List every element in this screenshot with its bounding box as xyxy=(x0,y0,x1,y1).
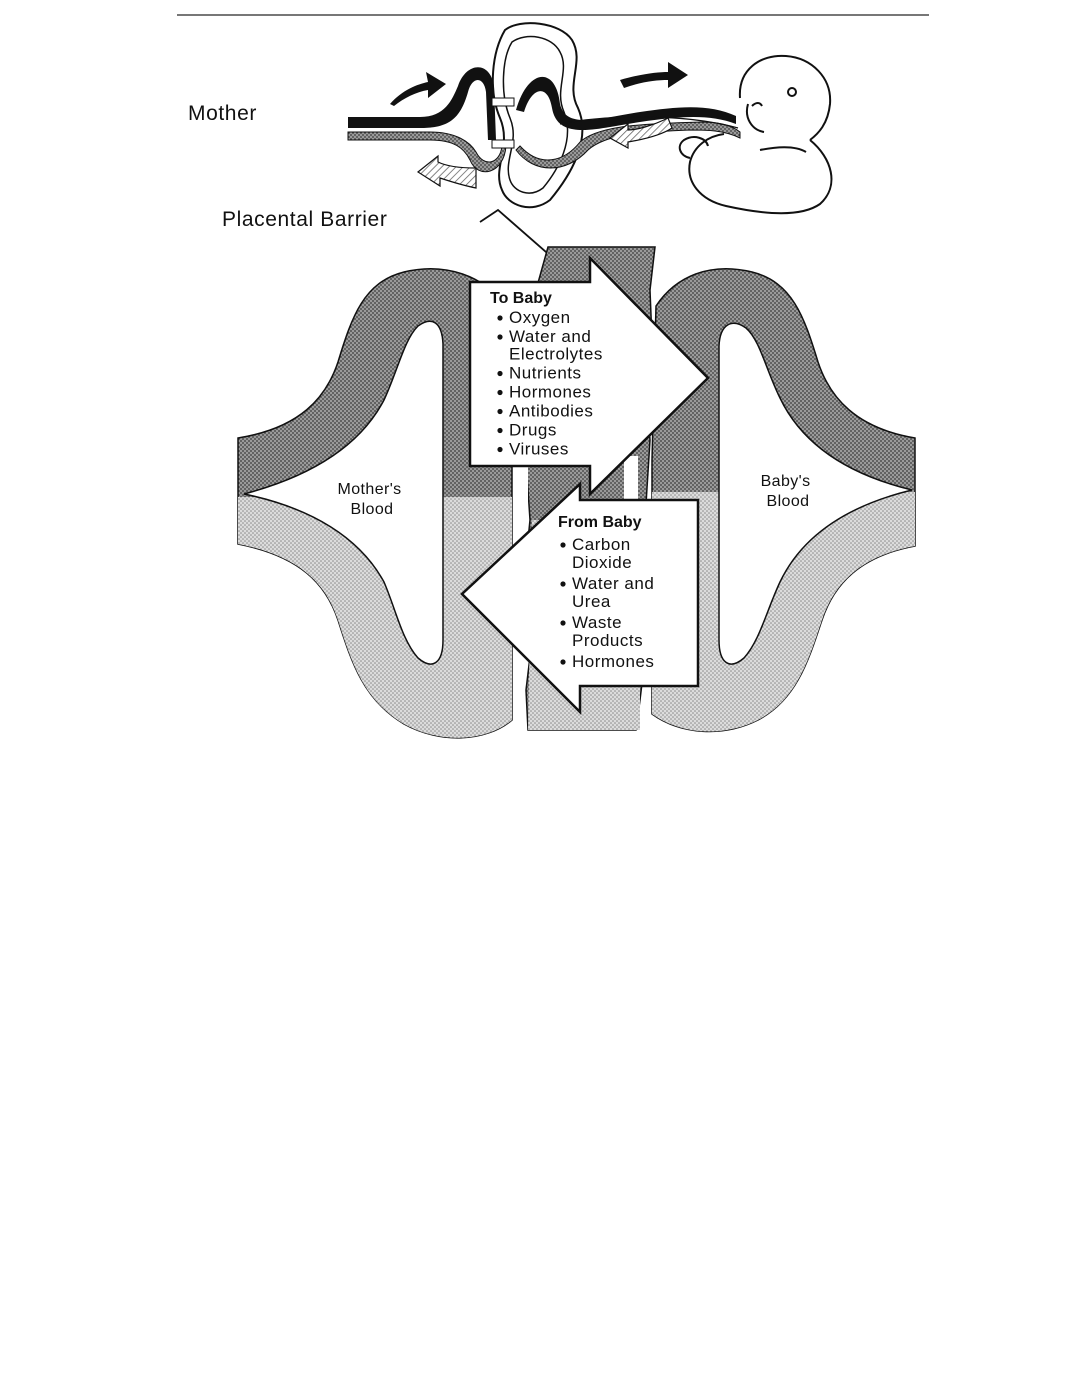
placenta-illustration xyxy=(348,23,831,213)
from-baby-bullet xyxy=(560,659,565,664)
to-baby-bullet xyxy=(497,371,502,376)
label-mothers-blood: Mother's Blood xyxy=(337,481,402,518)
from-baby-item: Water and Urea xyxy=(572,574,655,611)
flow-arrow-to-mother xyxy=(418,156,476,188)
to-baby-bullet xyxy=(497,447,502,452)
to-baby-item: Oxygen xyxy=(509,308,571,327)
label-babys-blood: Baby's Blood xyxy=(760,473,811,510)
baby-drawing xyxy=(680,56,832,213)
to-baby-bullet xyxy=(497,315,502,320)
from-baby-bullet xyxy=(560,581,565,586)
to-baby-bullet xyxy=(497,428,502,433)
to-baby-bullet xyxy=(497,334,502,339)
to-baby-item: Antibodies xyxy=(509,401,594,421)
to-baby-bullet xyxy=(497,409,502,414)
from-baby-item: Carbon Dioxide xyxy=(572,535,633,572)
mother-vessel xyxy=(348,67,496,140)
from-baby-bullet xyxy=(560,620,565,625)
to-baby-item: Hormones xyxy=(509,382,592,402)
to-baby-bullet xyxy=(497,390,502,395)
from-baby-bullet xyxy=(560,542,565,547)
label-mother: Mother xyxy=(188,102,257,125)
from-baby-item: Waste Products xyxy=(572,613,644,650)
from-baby-heading: From Baby xyxy=(558,514,642,531)
to-baby-item: Nutrients xyxy=(509,363,582,383)
to-baby-heading: To Baby xyxy=(490,290,552,307)
flow-arrow-to-placenta xyxy=(390,72,446,106)
to-baby-item: Water and Electrolytes xyxy=(509,327,603,364)
label-placental-barrier: Placental Barrier xyxy=(222,208,388,231)
placenta-outline xyxy=(493,23,583,207)
flow-arrow-to-baby xyxy=(620,62,688,88)
from-baby-item: Hormones xyxy=(572,652,655,671)
to-baby-item: Viruses xyxy=(509,439,569,459)
to-baby-item: Drugs xyxy=(509,420,557,440)
